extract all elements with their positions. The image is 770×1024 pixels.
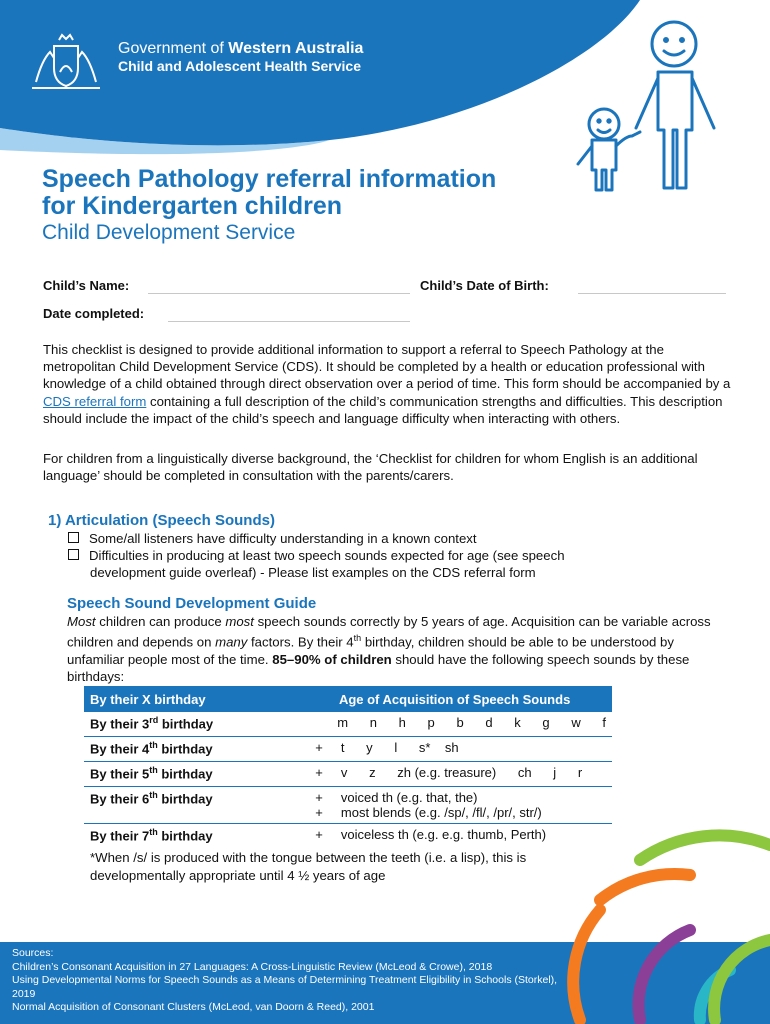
gov-bold: Western Australia [228, 40, 364, 57]
lisp-note: *When /s/ is produced with the tongue between the teeth (i.e. a lisp), this is developmentally appropriate until 4 ½ years of age [90, 850, 527, 883]
sources-block [12, 947, 572, 1015]
table-cell-sounds [297, 712, 612, 737]
cell-text: birthday [157, 766, 213, 782]
guide-text-e: should have the following speech sounds by these birthdays: [67, 651, 690, 684]
childs-name-label: Child’s Name: [43, 278, 130, 293]
cell-text: birthday [157, 741, 213, 757]
checklist-item-listeners [68, 530, 708, 547]
title-line-2: for Kindergarten children [42, 192, 343, 220]
title-line-1: Speech Pathology referral information [42, 165, 497, 193]
checkbox-sounds[interactable] [68, 549, 79, 560]
cell-text: + v z zh (e.g. treasure) ch j r [315, 765, 583, 780]
intro-text-a: This checklist is designed to provide additional information to support a referral to Speech Pathology at the metropolitan Child Development Service (CDS). It should be completed by a health or education professional with knowledge of a child obtained through direct observation over a period of time. This form should be accompanied by a [43, 342, 731, 392]
table-row [84, 712, 612, 737]
cell-text: m n h p b d k g w f [337, 715, 606, 730]
cell-text: + most blends (e.g. /sp/, /fl/, /pr/, str/) [315, 805, 542, 820]
cell-text: By their 5 [90, 766, 150, 782]
guide-paragraph [67, 613, 727, 685]
source-item: Normal Acquisition of Consonant Clusters (McLeod, van Doorn & Reed), 2001 [12, 1001, 375, 1013]
table-cell-birthday [84, 787, 297, 824]
cell-text: + t y l s* sh [315, 740, 459, 755]
table-header-sounds: Age of Acquisition of Speech Sounds [297, 686, 612, 712]
table-row [84, 787, 612, 824]
table-cell-sounds [297, 737, 612, 762]
table-row [84, 762, 612, 787]
childs-dob-field[interactable] [578, 279, 726, 294]
cell-sup: th [149, 827, 158, 837]
cell-text: By their 6 [90, 791, 150, 807]
page-title [42, 166, 562, 220]
cell-text: + voiced th (e.g. that, the) [315, 790, 478, 805]
checklist-text-sounds: Difficulties in producing at least two speech sounds expected for age (see speech [89, 548, 565, 563]
guide-many: many [215, 634, 248, 650]
cds-referral-form-link[interactable]: CDS referral form [43, 393, 147, 409]
stick-figures-illustration [560, 14, 760, 204]
page-subtitle: Child Development Service [42, 221, 296, 244]
cell-text: By their 7 [90, 828, 150, 844]
source-item: Using Developmental Norms for Speech Sounds as a Means of Determining Treatment Eligibility in Schools (Storkel), 2019 [12, 974, 558, 1000]
guide-th: th [353, 633, 362, 644]
table-cell-birthday [84, 762, 297, 787]
wa-crest-logo [24, 32, 108, 94]
guide-text-a: children can produce [95, 614, 226, 629]
cell-text: By their 4 [90, 741, 150, 757]
table-cell-birthday [84, 712, 297, 737]
cell-text: By their 3 [90, 716, 150, 732]
checkbox-listeners[interactable] [68, 532, 79, 543]
table-header-row [84, 686, 612, 712]
guide-most: Most [67, 614, 96, 629]
table-cell-sounds [297, 787, 612, 824]
table-cell-sounds [297, 762, 612, 787]
cell-text: birthday [157, 791, 213, 807]
table-row [84, 737, 612, 762]
childs-dob-label: Child’s Date of Birth: [420, 278, 549, 293]
table-cell-birthday [84, 737, 297, 762]
childs-name-field[interactable] [148, 279, 410, 294]
checklist-item-sounds [68, 547, 708, 564]
guide-text-b: speech sounds correctly by 5 years of age. Acquisition can be variable across children and depends on [67, 614, 711, 650]
table-header-birthday: By their X birthday [84, 686, 297, 712]
service-name: Child and Adolescent Health Service [118, 58, 361, 74]
guide-bold: 85–90% of children [272, 651, 392, 667]
intro-paragraph [43, 341, 733, 427]
cell-text: birthday [158, 716, 214, 732]
cell-sup: th [149, 740, 158, 750]
cell-sup: rd [149, 715, 159, 725]
cell-sup: th [149, 765, 158, 775]
intro-text-b: containing a full description of the child’s communication strengths and difficulties. This description should include the impact of the child’s speech and language difficulty when interacting with others. [43, 393, 723, 426]
government-name [118, 40, 363, 58]
guide-most-2: most [225, 614, 254, 629]
guide-heading: Speech Sound Development Guide [67, 595, 317, 612]
cell-sup: th [149, 790, 158, 800]
guide-text-c: factors. By their 4 [247, 634, 354, 650]
checklist-text-listeners: Some/all listeners have difficulty understanding in a known context [89, 531, 477, 546]
checklist-text-continued: development guide overleaf) - Please list examples on the CDS referral form [90, 565, 536, 580]
date-completed-field[interactable] [168, 307, 410, 322]
source-item: Children’s Consonant Acquisition in 27 Languages: A Cross-Linguistic Review (McLeod & Crowe), 2018 [12, 960, 493, 973]
sources-label: Sources: [12, 947, 54, 959]
gov-prefix: Government of [118, 40, 229, 57]
diverse-background-paragraph: For children from a linguistically diverse background, the ‘Checklist for children for whom English is an additional language’ should be completed in consultation with the parents/carers. [43, 451, 698, 484]
date-completed-label: Date completed: [43, 306, 145, 321]
guide-text-d: birthday, children should be able to be understood by unfamiliar people most of the time. [67, 634, 674, 667]
cell-text: birthday [157, 828, 213, 844]
cell-text: + voiceless th (e.g. e.g. thumb, Perth) [315, 827, 547, 842]
articulation-heading: 1) Articulation (Speech Sounds) [48, 512, 275, 529]
